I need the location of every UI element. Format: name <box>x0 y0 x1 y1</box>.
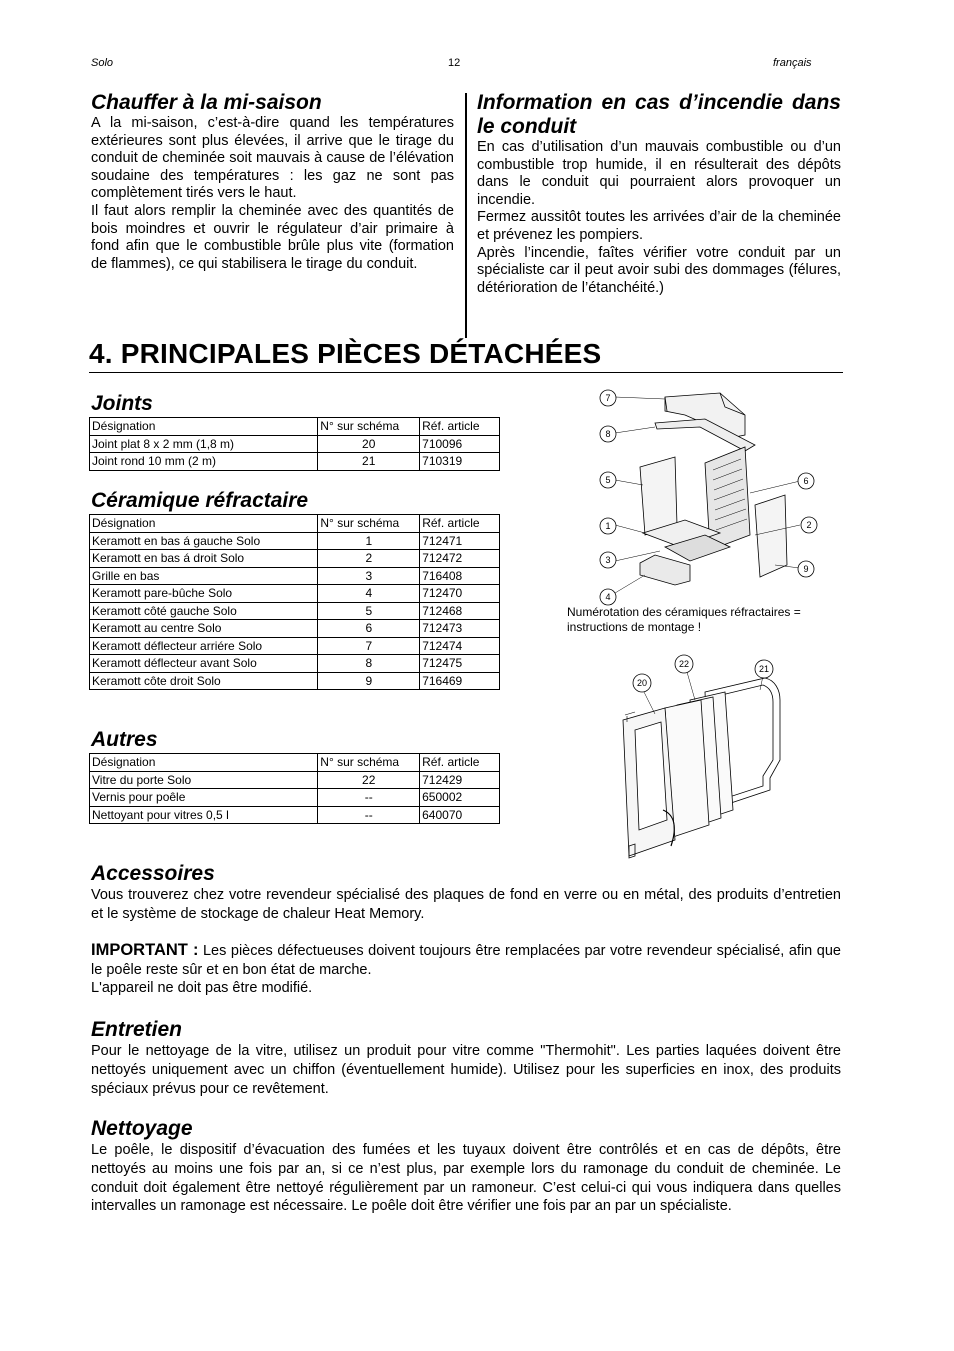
cell-schema: 4 <box>318 585 420 603</box>
cell-schema: 2 <box>318 550 420 568</box>
col-header: Réf. article <box>420 515 500 533</box>
cell-schema: 5 <box>318 602 420 620</box>
cell-ref: 712468 <box>420 602 500 620</box>
callout-label: 5 <box>605 475 611 485</box>
section-accessoires <box>91 862 841 923</box>
table-row <box>90 435 500 453</box>
header-left: Solo <box>91 57 114 69</box>
paragraph: Après l’incendie, faîtes vérifier votre conduit par un spécialiste car il peut avoir subi des dommages (félures, détérioration de l’étanchéité.) <box>477 244 841 296</box>
table-row <box>90 771 500 789</box>
col-header: N° sur schéma <box>318 754 420 772</box>
cell-ref: 712429 <box>420 771 500 789</box>
callout-label: 4 <box>605 592 611 602</box>
caption-line: Numérotation des céramiques réfractaires = <box>567 605 801 619</box>
table-header-row <box>90 754 500 772</box>
table-row <box>90 585 500 603</box>
cell-designation: Vernis pour poêle <box>90 789 318 807</box>
caption-line: instructions de montage ! <box>567 620 702 634</box>
section-important <box>91 941 841 998</box>
header-right: français <box>773 57 812 69</box>
cell-designation: Keramott côte droit Solo <box>90 672 318 690</box>
cell-designation: Keramott déflecteur arriére Solo <box>90 637 318 655</box>
cell-designation: Joint rond 10 mm (2 m) <box>90 453 318 471</box>
callout-label: 20 <box>636 678 648 688</box>
callout-label: 9 <box>803 564 809 574</box>
cell-ref: 712470 <box>420 585 500 603</box>
callout-label: 7 <box>605 393 611 403</box>
callout-label: 8 <box>605 429 611 439</box>
col-header: Réf. article <box>420 418 500 436</box>
col-header: N° sur schéma <box>318 515 420 533</box>
cell-designation: Nettoyant pour vitres 0,5 l <box>90 806 318 824</box>
cell-schema: 21 <box>318 453 420 471</box>
cell-schema: 8 <box>318 655 420 673</box>
callout-label: 1 <box>605 521 611 531</box>
chapter-title: 4. PRINCIPALES PIÈCES DÉTACHÉES <box>89 338 602 369</box>
door-exploded-diagram <box>615 650 790 868</box>
autres-title: Autres <box>91 728 158 751</box>
paragraph: Pour le nettoyage de la vitre, utilisez un produit pour vitre comme "Thermohit". Les parties laquées doivent être nettoyés uniquement avec un chiffon (éventuellement humide). Utilisez pour les superficies en inox, des produits spéciaux prévus pour ce revêtement. <box>91 1043 841 1097</box>
important-text: Les pièces défectueuses doivent toujours être remplacées par votre revendeur spécialisé, afin que le poêle reste sûr et en bon état de marche. <box>91 943 841 978</box>
cell-designation: Grille en bas <box>90 567 318 585</box>
col-header: Désignation <box>90 754 318 772</box>
table-row <box>90 620 500 638</box>
col-header: Désignation <box>90 515 318 533</box>
section-title: Entretien <box>91 1018 183 1041</box>
col-header: Désignation <box>90 418 318 436</box>
cell-ref: 712474 <box>420 637 500 655</box>
col-header: N° sur schéma <box>318 418 420 436</box>
cell-designation: Keramott au centre Solo <box>90 620 318 638</box>
callout-label: 2 <box>806 520 812 530</box>
table-row <box>90 637 500 655</box>
section-incendie <box>477 91 841 297</box>
section-nettoyage <box>91 1117 841 1216</box>
paragraph: Fermez aussitôt toutes les arrivées d’air de la cheminée et prévenez les pompiers. <box>477 209 841 243</box>
cell-ref: 650002 <box>420 789 500 807</box>
cell-ref: 710096 <box>420 435 500 453</box>
important-label: IMPORTANT : <box>91 941 199 959</box>
cell-ref: 716408 <box>420 567 500 585</box>
ceramique-title: Céramique réfractaire <box>91 489 309 512</box>
joints-table <box>89 417 500 471</box>
section-title: Nettoyage <box>91 1117 193 1140</box>
section-title: Chauffer à la mi-saison <box>91 91 322 114</box>
cell-schema: 22 <box>318 771 420 789</box>
paragraph: Vous trouverez chez votre revendeur spécialisé des plaques de fond en verre ou en métal, des produits d’entretien et le système de stockage de chaleur Heat Memory. <box>91 887 841 922</box>
table-row <box>90 789 500 807</box>
table-row <box>90 567 500 585</box>
callout-label: 21 <box>758 664 770 674</box>
cell-ref: 712473 <box>420 620 500 638</box>
cell-schema: 20 <box>318 435 420 453</box>
table-row <box>90 602 500 620</box>
page-number: 12 <box>448 57 461 69</box>
paragraph: Le poêle, le dispositif d’évacuation des fumées et les tuyaux doivent être contrôlés et en cas de dépôts, être nettoyés au moins une fois par an, si ce n’est plus, par exemple lors du ramonage du conduit de cheminée. Le conduit doit également être nettoyé régulièrement par un ramoneur. C’est celui-ci qui vous indiquera dans quelles intervalles un ramonage est nécessaire. Le poêle doit être vérifier une fois par an par un spécialiste. <box>91 1142 841 1215</box>
cell-ref: 640070 <box>420 806 500 824</box>
paragraph <box>91 941 841 979</box>
cell-ref: 716469 <box>420 672 500 690</box>
cell-schema: 6 <box>318 620 420 638</box>
cell-schema: 9 <box>318 672 420 690</box>
section-mi-saison <box>91 91 454 273</box>
table-header-row <box>90 515 500 533</box>
cell-designation: Keramott côté gauche Solo <box>90 602 318 620</box>
table-row <box>90 532 500 550</box>
paragraph: L'appareil ne doit pas être modifié. <box>91 980 313 996</box>
cell-ref: 712475 <box>420 655 500 673</box>
cell-ref: 712471 <box>420 532 500 550</box>
column-divider <box>465 93 467 338</box>
section-title: Information en cas d’incendie dans le conduit <box>477 91 841 138</box>
section-title: Accessoires <box>91 862 215 885</box>
col-header: Réf. article <box>420 754 500 772</box>
section-entretien <box>91 1018 841 1098</box>
paragraph: En cas d’utilisation d’un mauvais combustible ou d’un combustible trop humide, il en résulterait des dépôts dans le conduit qui pourraient alors provoquer un incendie. <box>477 139 841 208</box>
table-row <box>90 655 500 673</box>
cell-designation: Keramott en bas á droit Solo <box>90 550 318 568</box>
cell-schema: -- <box>318 789 420 807</box>
paragraph: Il faut alors remplir la cheminée avec des quantités de bois moindres et ouvrir le régulateur d’air primaire à fond afin que le combustible brûle plus vite (formation de flammes), ce qui stabilisera le tirage du conduit. <box>91 202 454 272</box>
joints-title: Joints <box>91 392 153 415</box>
chapter-rule <box>89 372 843 373</box>
cell-schema: -- <box>318 806 420 824</box>
table-row <box>90 806 500 824</box>
cell-schema: 7 <box>318 637 420 655</box>
callout-label: 22 <box>678 659 690 669</box>
cell-ref: 712472 <box>420 550 500 568</box>
cell-designation: Keramott pare-bûche Solo <box>90 585 318 603</box>
ceramics-exploded-diagram <box>595 385 825 607</box>
table-row <box>90 672 500 690</box>
cell-designation: Joint plat 8 x 2 mm (1,8 m) <box>90 435 318 453</box>
cell-designation: Keramott déflecteur avant Solo <box>90 655 318 673</box>
figure-caption <box>567 605 837 635</box>
cell-ref: 710319 <box>420 453 500 471</box>
table-row <box>90 550 500 568</box>
cell-designation: Keramott en bas á gauche Solo <box>90 532 318 550</box>
autres-table <box>89 753 500 824</box>
ceramique-table <box>89 514 500 690</box>
paragraph: A la mi-saison, c’est-à-dire quand les températures extérieures sont plus élevées, il arrive que le tirage du conduit de cheminée soit mauvais à cause de l’élévation soudaine des températures : les gaz ne sont pas complètement tirés vers le haut. <box>91 115 454 202</box>
callout-label: 6 <box>803 476 809 486</box>
callout-label: 3 <box>605 555 611 565</box>
cell-designation: Vitre du porte Solo <box>90 771 318 789</box>
cell-schema: 3 <box>318 567 420 585</box>
cell-schema: 1 <box>318 532 420 550</box>
table-header-row <box>90 418 500 436</box>
table-row <box>90 453 500 471</box>
